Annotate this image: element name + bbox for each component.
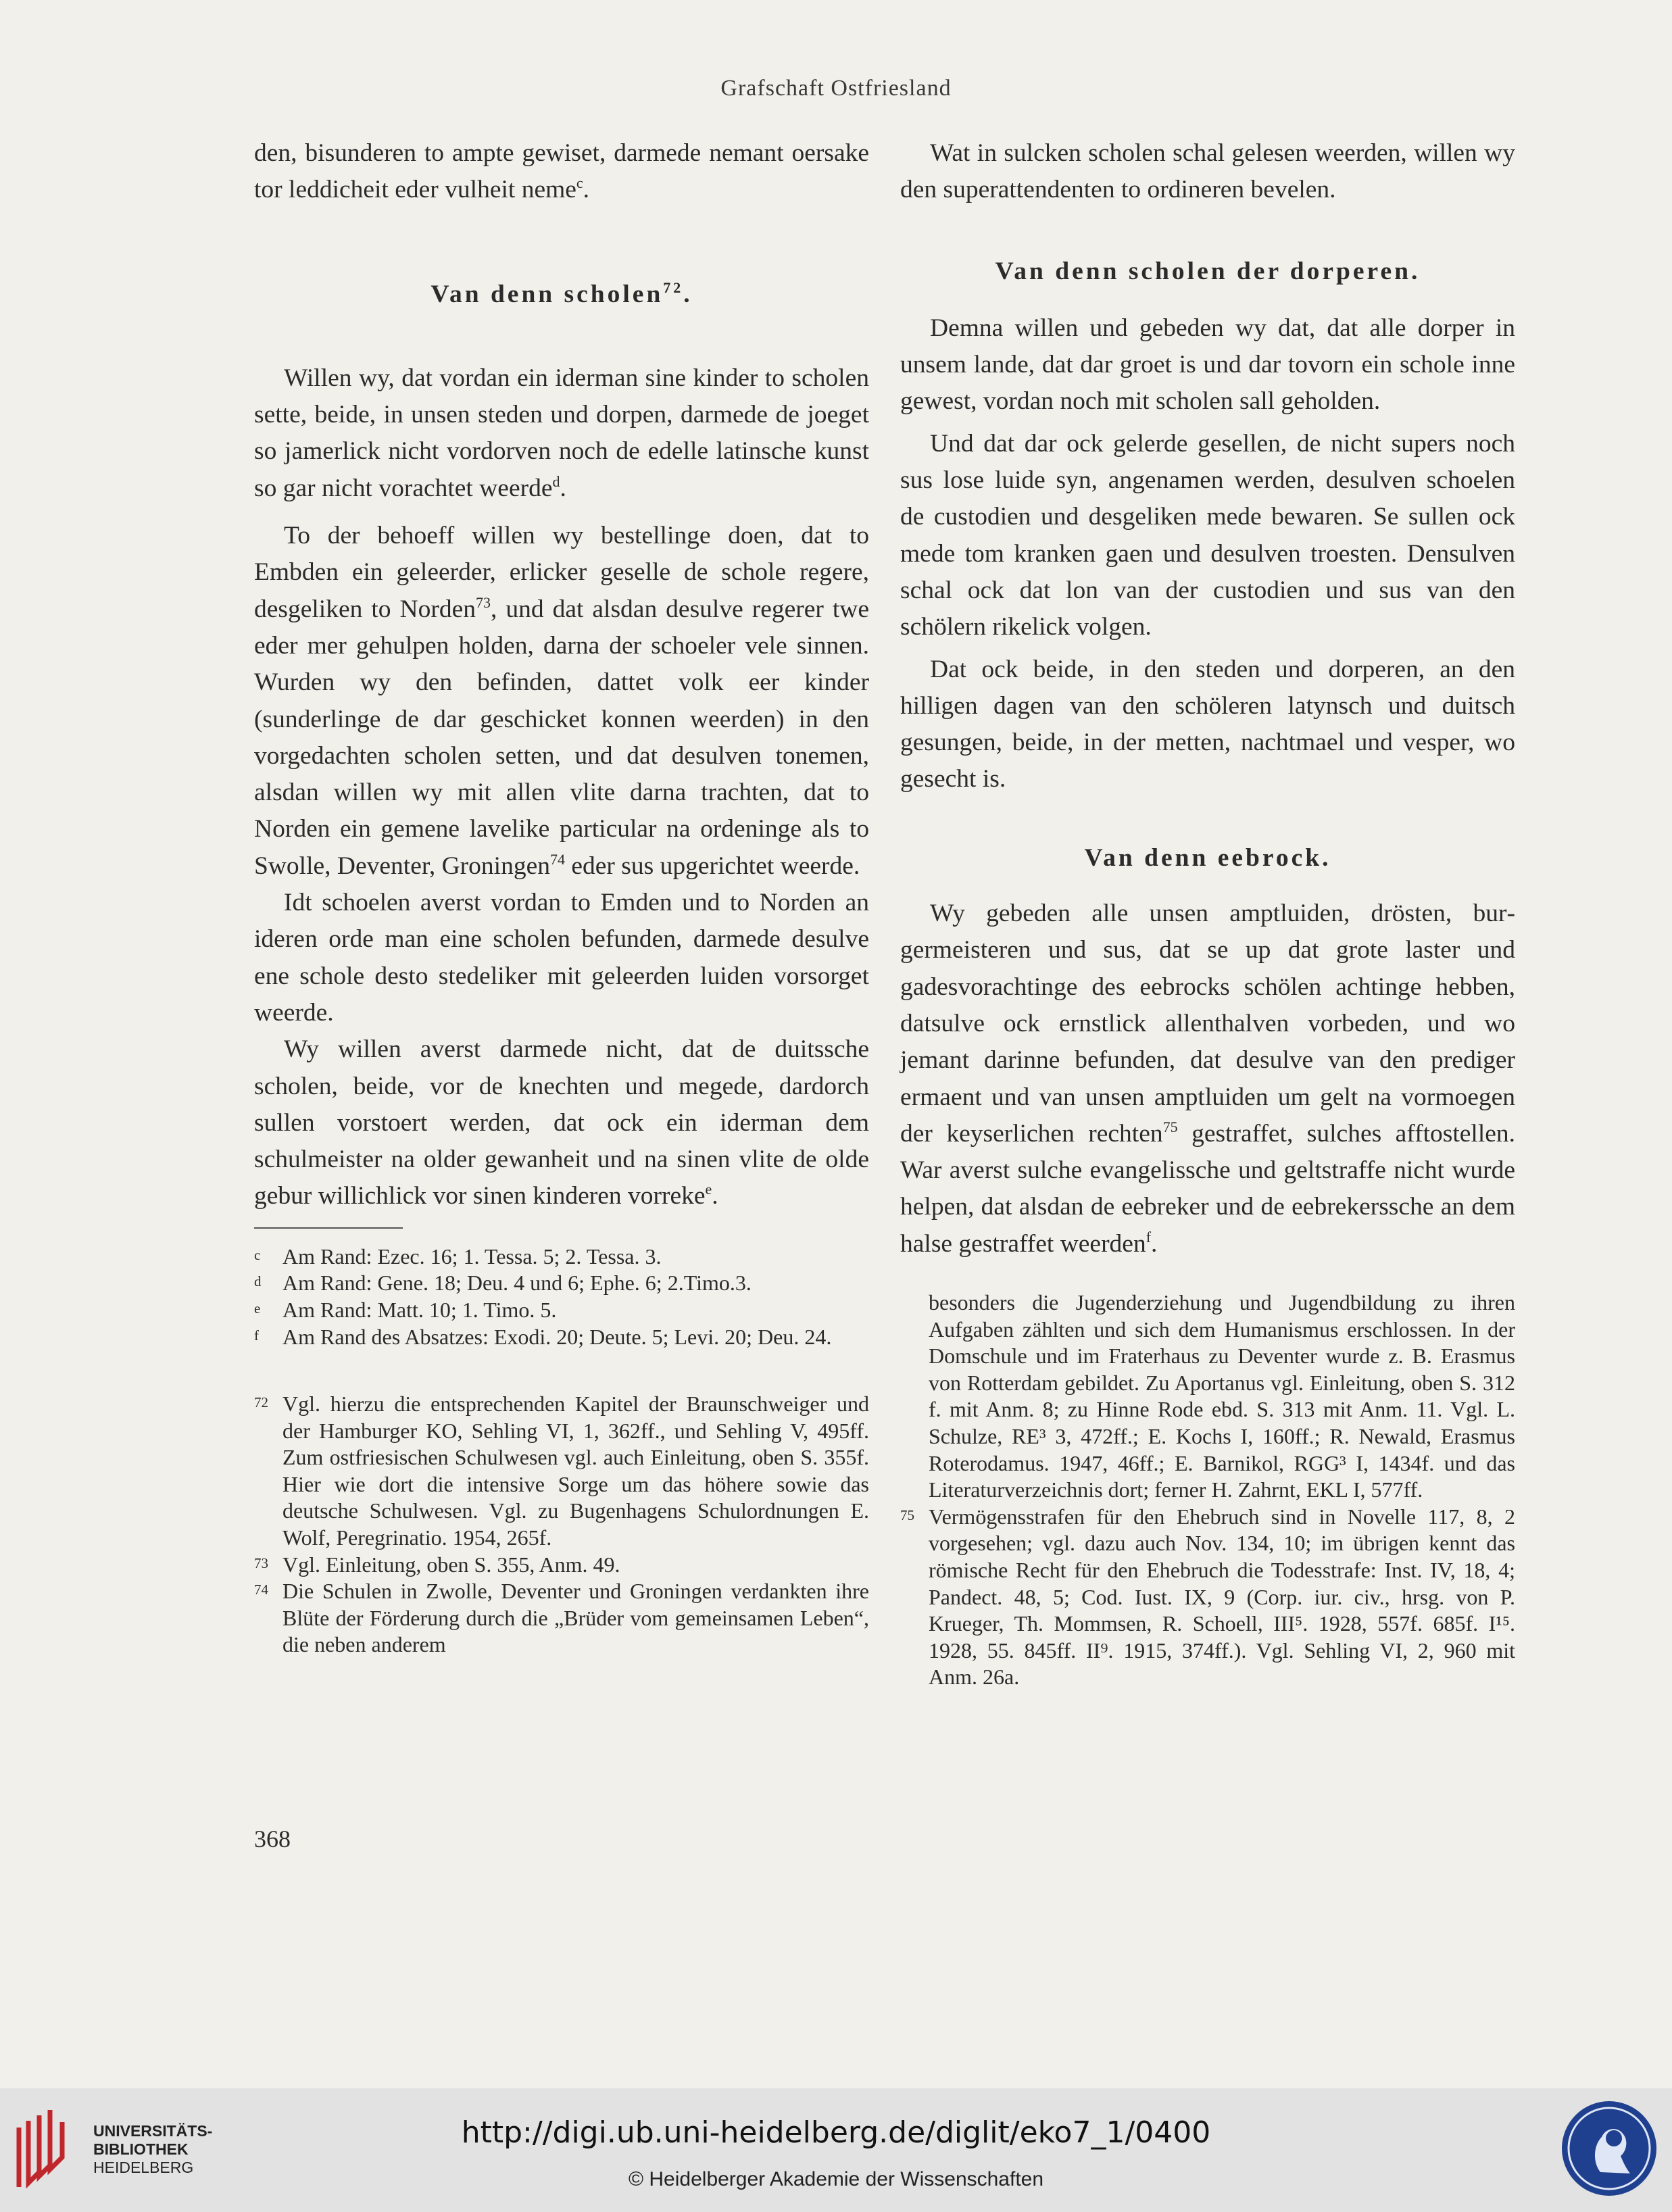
footnote: 73 Vgl. Einleitung, oben S. 355, Anm. 49. — [254, 1552, 620, 1577]
footnote: 72 Vgl. hierzu die entsprechenden Kapitel der Braunschweiger und der Hamburger KO, Sehling VI, 1, 362ff., und Sehling V, 495ff. Zum ostfriesischen Schulwesen vgl. auch Einleitung, oben S. 355f. Hier wie dort die intensive Sorge um das höhere sowie das deutsche Schulwesen. Vgl. zu Bugenhagens Schulordnungen E. Wolf, Peregrinatio. 1954, 265f. — [254, 1392, 869, 1550]
footnote: d Am Rand: Gene. 18; Deu. 4 und 6; Ephe. 6; 2.Timo.3. — [254, 1271, 752, 1296]
footer-bar — [0, 2088, 1672, 2212]
footnote: f Am Rand des Absatzes: Exodi. 20; Deute. 5; Levi. 20; Deu. 24. — [254, 1324, 832, 1349]
commentary-notes — [254, 1391, 869, 1658]
paragraph: Wy gebeden alle unsen amptluiden, drösten, burgermeisteren und sus, dat se up dat grote laster und gadesvorachtinge des eebrocks schölen achtinge hebben, datsulve ock ernstlick allenthalven vorbeden, und wo jemant darinne befunden, dat desulve van den prediger ermaent und van unsen amptluiden um gelt na vormoegen der keyserlichen rechten$^{75}$ gestraffet, sulches afftostellen. War averst sulche evangelissche und geltstraffe nicht wurde helpen, dat alsdan de eebreker und de eebrekerssche an dem halse gestraffet weerden$^f$. — [900, 900, 1516, 1258]
footnote-rule — [254, 1227, 403, 1229]
paragraph: Demna willen und gebeden wy dat, dat alle dorper in unsem lande, dat dar groet is und dar tovorn ein schole inne gewest, vordan noch mit scholen sall geholden. — [900, 314, 1515, 416]
footnote: c Am Rand: Ezec. 16; 1. Tessa. 5; 2. Tessa. 3. — [254, 1244, 662, 1269]
section-heading: Van denn scholen der dorperen. — [995, 257, 1421, 285]
library-name: UNIVERSITÄTS- BIBLIOTHEK HEIDELBERG — [93, 2122, 213, 2176]
permalink-url[interactable]: http://digi.ub.uni-heidelberg.de/diglit/eko7_1/0400 — [461, 2115, 1211, 2150]
footnote: 74 Die Schulen in Zwolle, Deventer und Groningen verdankten ihre Blüte der Förderung durch die „Brüder vom gemeinsamen Leben“, die neben anderem — [254, 1579, 869, 1657]
section-heading: Van denn scholen$^{72}$. — [431, 278, 693, 308]
left-column — [254, 135, 869, 1658]
textual-notes — [254, 1244, 869, 1350]
commentary-notes — [900, 1289, 1515, 1691]
section-heading: Van denn eebrock. — [1084, 843, 1331, 872]
paragraph: Wy willen averst darmede nicht, dat de duitssche scholen, beide, vor de knechten und megede, dardorch sullen vorstoert werden, dat ock ein iderman dem schulmeister na older gewanheit und na sinen vlite de olde gebur willichlick vor sinen kinderen vorreke$^e$. — [254, 1035, 869, 1210]
footnote-continuation: besonders die Jugenderziehung und Jugendbildung zu ihren Aufgaben zählten und sich dem Humanismus erschlossen. In der Domschule und im Fraterhaus zu Deventer wurde z. B. Erasmus von Rotterdam gebildet. Zu Aportanus vgl. Einleitung, oben S. 312 f. mit Anm. 8; zu Hinne Rode ebd. S. 313 mit Anm. 11. Vgl. L. Schulze, RE³ 3, 472ff.; E. Kochs I, 160ff.; R. Newald, Erasmus Roterodamus. 1947, 46ff.; E. Barnikol, RGG³ I, 1434f. und das Literaturverzeichnis dort; ferner H. Zahrnt, EKL I, 577ff. — [929, 1290, 1515, 1502]
paragraph: Wat in sulcken scholen schal gelesen weerden, willen wy den superattendenten to ordineren bevelen. — [900, 139, 1515, 204]
footnote: 75 Vermögensstrafen für den Ehebruch sind in Novelle 117, 8, 2 vorgesehen; vgl. dazu auch Nov. 134, 10; im übrigen kennt das römische Recht für den Ehebruch die Todesstrafe: Inst. IV, 18, 4; Pandect. 48, 5; Cod. Iust. IX, 9 (Corp. iur. civ., hrsg. von P. Krueger, Th. Mommsen, R. Schoell, III⁵. 1928, 557f. 685f. I¹⁵. 1928, 55. 845ff. II⁹. 1915, 374ff.). Vgl. Sehling VI, 2, 960 mit Anm. 26a. — [900, 1504, 1515, 1690]
paragraph: den, bisunderen to ampte gewiset, darmede nemant oersake tor leddicheit eder vulheit neme$^c$. — [254, 139, 869, 204]
footnote: e Am Rand: Matt. 10; 1. Timo. 5. — [254, 1297, 557, 1322]
running-head: Grafschaft Ostfriesland — [720, 76, 952, 101]
academy-seal-icon — [1558, 2098, 1660, 2203]
page-number: 368 — [254, 1825, 291, 1852]
copyright-notice: © Heidelberger Akademie der Wissenschaften — [628, 2168, 1044, 2190]
paragraph: Dat ock beide, in den steden und dorperen, an den hilligen dagen van den schöleren latynsch und duitsch gesungen, beide, in der metten, nachtmael und vesper, wo gesecht is. — [900, 655, 1515, 793]
right-column — [900, 135, 1515, 1691]
paragraph: Idt schoelen averst vordan to Emden und to Norden an ideren orde man eine scholen befunden, darmede desulve ene schole desto stedeliker mit geleerden luiden vorsorget weerde. — [254, 889, 869, 1027]
paragraph: Und dat dar ock gelerde gesellen, de nicht supers noch sus lose luide syn, angenamen werden, desulven schoelen de custodien und desgeliken mede bewaren. Se sullen ock mede tom kranken gaen und desulven troesten. Densulven schal ock dat lon van der custodien und sus van den schölern rikelick volgen. — [900, 429, 1515, 641]
paragraph: To der behoeff willen wy bestellinge doen, dat to Embden ein geleerder, erlicker geselle de schole regere, desgeliken to Norden$^{73}$, und dat alsdan desulve regerer twe eder mer gehulpen holden, darna der schoeler vele sinnen. Wurden wy den befinden, dattet volk eer kinder (sunderlinge de dar geschicket konnen weerden) in den vorgedachten scholen setten, und dat desulven tonemen, alsdan willen wy mit allen vlite darna trachten, dat to Norden ein gemene lavelike particular na ordeninge als to Swolle, Deventer, Groningen$^{74}$ eder sus upgerichtet weerde. — [254, 522, 869, 880]
paragraph: Willen wy, dat vordan ein iderman sine kinder to scholen sette, beide, in unsen steden und dorpen, darmede de joeget so jamerlick nicht vordorven noch de edelle latinsche kunst so gar nicht vorachtet weerde$^d$. — [254, 364, 869, 502]
